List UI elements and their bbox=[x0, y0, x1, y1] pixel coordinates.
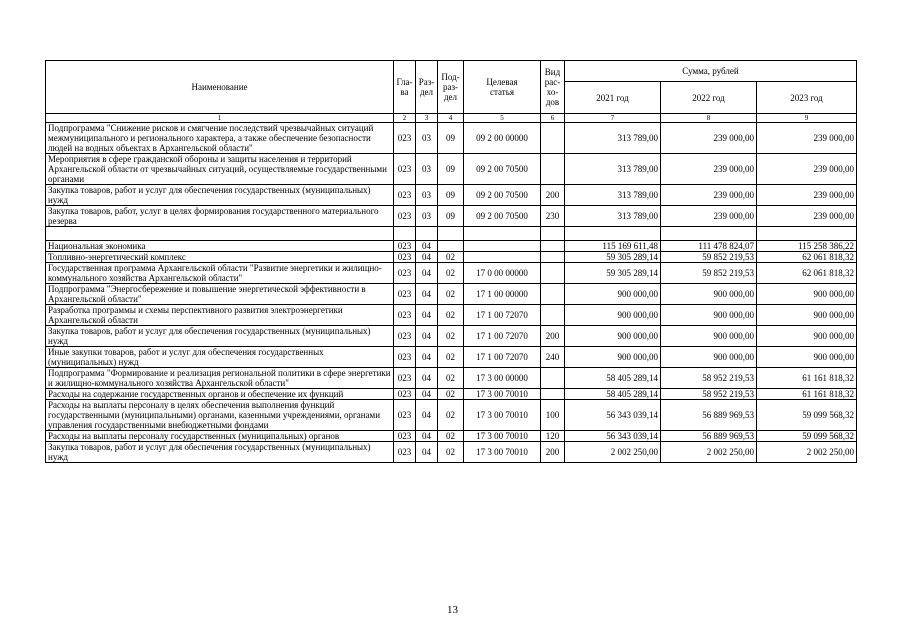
row-chapter: 023 bbox=[394, 400, 416, 431]
row-amount-2023: 239 000,00 bbox=[757, 206, 857, 227]
table-row bbox=[46, 389, 857, 400]
row-name: Расходы на выплаты персоналу в целях обеспечения выполнения функций государственными (муниципальными) органами, казенными учреждениями, органами управления государственными внебюджетными фондами bbox=[46, 400, 394, 431]
row-target: 17 0 00 00000 bbox=[464, 263, 541, 284]
row-subsection: 02 bbox=[438, 347, 464, 368]
row-expense-type: 230 bbox=[541, 206, 565, 227]
row-amount-2023 bbox=[757, 227, 857, 241]
row-section bbox=[416, 227, 438, 241]
row-amount-2023: 239 000,00 bbox=[757, 123, 857, 154]
row-subsection: 02 bbox=[438, 400, 464, 431]
row-amount-2023: 61 161 818,32 bbox=[757, 368, 857, 389]
row-amount-2023: 59 099 568,32 bbox=[757, 400, 857, 431]
row-chapter bbox=[394, 227, 416, 241]
table-row bbox=[46, 206, 857, 227]
row-section: 04 bbox=[416, 431, 438, 442]
row-name: Расходы на содержание государственных органов и обеспечение их функций bbox=[46, 389, 394, 400]
row-target: 09 2 00 70500 bbox=[464, 154, 541, 185]
header-name: Наименование bbox=[46, 61, 394, 114]
row-name: Разработка программы и схемы перспективного развития электроэнергетики Архангельской области bbox=[46, 305, 394, 326]
row-name bbox=[46, 227, 394, 241]
row-amount-2023: 61 161 818,32 bbox=[757, 389, 857, 400]
column-number: 1 bbox=[46, 114, 394, 123]
row-subsection: 02 bbox=[438, 368, 464, 389]
row-section: 03 bbox=[416, 154, 438, 185]
column-number: 4 bbox=[438, 114, 464, 123]
row-target: 17 3 00 70010 bbox=[464, 400, 541, 431]
column-number: 8 bbox=[661, 114, 757, 123]
row-name: Закупка товаров, работ и услуг для обеспечения государственных (муниципальных) нужд bbox=[46, 326, 394, 347]
row-expense-type bbox=[541, 389, 565, 400]
row-subsection bbox=[438, 227, 464, 241]
table-row bbox=[46, 252, 857, 263]
row-expense-type bbox=[541, 123, 565, 154]
row-amount-2022: 239 000,00 bbox=[661, 123, 757, 154]
row-subsection: 02 bbox=[438, 284, 464, 305]
row-subsection: 09 bbox=[438, 123, 464, 154]
row-section: 04 bbox=[416, 400, 438, 431]
row-chapter: 023 bbox=[394, 442, 416, 463]
table-row bbox=[46, 400, 857, 431]
row-amount-2022: 58 952 219,53 bbox=[661, 389, 757, 400]
row-amount-2023: 900 000,00 bbox=[757, 347, 857, 368]
row-amount-2023: 900 000,00 bbox=[757, 284, 857, 305]
row-expense-type bbox=[541, 284, 565, 305]
header-expense-type: Вид рас- хо- дов bbox=[541, 61, 565, 114]
row-amount-2023: 900 000,00 bbox=[757, 305, 857, 326]
row-name: Топливно-энергетический комплекс bbox=[46, 252, 394, 263]
row-amount-2021: 900 000,00 bbox=[565, 284, 661, 305]
row-section: 04 bbox=[416, 305, 438, 326]
row-section: 03 bbox=[416, 185, 438, 206]
row-expense-type: 200 bbox=[541, 185, 565, 206]
row-expense-type: 200 bbox=[541, 442, 565, 463]
table-row bbox=[46, 284, 857, 305]
row-chapter: 023 bbox=[394, 326, 416, 347]
row-target: 09 2 00 00000 bbox=[464, 123, 541, 154]
row-expense-type: 200 bbox=[541, 326, 565, 347]
row-name: Мероприятия в сфере гражданской обороны и защиты населения и территорий Архангельской области от чрезвычайных ситуаций, осуществляемые государственными органами bbox=[46, 154, 394, 185]
row-expense-type bbox=[541, 252, 565, 263]
row-name: Закупка товаров, работ, услуг в целях формирования государственного материального резерва bbox=[46, 206, 394, 227]
column-number: 2 bbox=[394, 114, 416, 123]
row-chapter: 023 bbox=[394, 284, 416, 305]
row-amount-2022: 58 952 219,53 bbox=[661, 368, 757, 389]
row-section: 04 bbox=[416, 368, 438, 389]
row-name: Государственная программа Архангельской области "Развитие энергетики и жилищно-коммунального хозяйства Архангельской области" bbox=[46, 263, 394, 284]
row-expense-type bbox=[541, 263, 565, 284]
row-expense-type: 100 bbox=[541, 400, 565, 431]
row-expense-type bbox=[541, 241, 565, 252]
row-section: 04 bbox=[416, 241, 438, 252]
header-target: Целевая статья bbox=[464, 61, 541, 114]
row-amount-2023: 239 000,00 bbox=[757, 185, 857, 206]
row-name: Национальная экономика bbox=[46, 241, 394, 252]
row-amount-2021: 900 000,00 bbox=[565, 326, 661, 347]
row-name: Подпрограмма "Энергосбережение и повышение энергетической эффективности в Архангельской области" bbox=[46, 284, 394, 305]
row-chapter: 023 bbox=[394, 185, 416, 206]
table-row bbox=[46, 368, 857, 389]
row-amount-2021: 313 789,00 bbox=[565, 206, 661, 227]
row-amount-2022: 900 000,00 bbox=[661, 284, 757, 305]
header-year-2022: 2022 год bbox=[661, 82, 757, 114]
row-section: 04 bbox=[416, 389, 438, 400]
row-subsection: 02 bbox=[438, 389, 464, 400]
row-subsection: 02 bbox=[438, 305, 464, 326]
row-subsection: 02 bbox=[438, 442, 464, 463]
row-amount-2022: 239 000,00 bbox=[661, 206, 757, 227]
row-amount-2023: 62 061 818,32 bbox=[757, 263, 857, 284]
row-amount-2022: 239 000,00 bbox=[661, 154, 757, 185]
table-row bbox=[46, 185, 857, 206]
column-number: 3 bbox=[416, 114, 438, 123]
row-amount-2022: 239 000,00 bbox=[661, 185, 757, 206]
row-name: Расходы на выплаты персоналу государственных (муниципальных) органов bbox=[46, 431, 394, 442]
row-expense-type bbox=[541, 154, 565, 185]
row-amount-2023: 115 258 386,22 bbox=[757, 241, 857, 252]
row-amount-2021: 313 789,00 bbox=[565, 154, 661, 185]
row-amount-2022: 900 000,00 bbox=[661, 326, 757, 347]
row-section: 04 bbox=[416, 252, 438, 263]
row-name: Закупка товаров, работ и услуг для обеспечения государственных (муниципальных) нужд bbox=[46, 442, 394, 463]
row-amount-2023: 62 061 818,32 bbox=[757, 252, 857, 263]
row-name: Закупка товаров, работ и услуг для обеспечения государственных (муниципальных) нужд bbox=[46, 185, 394, 206]
row-amount-2022: 59 852 219,53 bbox=[661, 252, 757, 263]
row-amount-2021: 59 305 289,14 bbox=[565, 252, 661, 263]
column-number-row bbox=[46, 114, 857, 123]
row-amount-2021: 58 405 289,14 bbox=[565, 368, 661, 389]
row-chapter: 023 bbox=[394, 389, 416, 400]
row-section: 04 bbox=[416, 284, 438, 305]
row-amount-2022: 900 000,00 bbox=[661, 305, 757, 326]
table-row bbox=[46, 442, 857, 463]
column-number: 6 bbox=[541, 114, 565, 123]
row-amount-2022: 900 000,00 bbox=[661, 347, 757, 368]
table-row bbox=[46, 431, 857, 442]
header-chapter: Гла- ва bbox=[394, 61, 416, 114]
row-chapter: 023 bbox=[394, 241, 416, 252]
row-amount-2022: 59 852 219,53 bbox=[661, 263, 757, 284]
row-chapter: 023 bbox=[394, 431, 416, 442]
column-number: 9 bbox=[757, 114, 857, 123]
table-header bbox=[46, 61, 857, 123]
row-expense-type bbox=[541, 305, 565, 326]
row-amount-2021: 56 343 039,14 bbox=[565, 431, 661, 442]
row-subsection: 02 bbox=[438, 431, 464, 442]
page-number: 13 bbox=[447, 604, 458, 616]
row-target: 09 2 00 70500 bbox=[464, 185, 541, 206]
header-year-2021: 2021 год bbox=[565, 82, 661, 114]
row-section: 03 bbox=[416, 206, 438, 227]
column-number: 5 bbox=[464, 114, 541, 123]
row-expense-type: 120 bbox=[541, 431, 565, 442]
table-row bbox=[46, 305, 857, 326]
row-amount-2022: 56 889 969,53 bbox=[661, 431, 757, 442]
table-row bbox=[46, 241, 857, 252]
row-expense-type bbox=[541, 227, 565, 241]
row-name: Подпрограмма "Формирование и реализация региональной политики в сфере энергетики и жилищно-коммунального хозяйства Архангельской области" bbox=[46, 368, 394, 389]
row-section: 04 bbox=[416, 442, 438, 463]
table-row bbox=[46, 123, 857, 154]
row-chapter: 023 bbox=[394, 305, 416, 326]
header-subsection: Под- раз- дел bbox=[438, 61, 464, 114]
row-target bbox=[464, 227, 541, 241]
row-amount-2021: 313 789,00 bbox=[565, 185, 661, 206]
row-target bbox=[464, 252, 541, 263]
row-chapter: 023 bbox=[394, 368, 416, 389]
row-amount-2023: 900 000,00 bbox=[757, 326, 857, 347]
row-target: 17 3 00 70010 bbox=[464, 389, 541, 400]
row-target: 17 3 00 70010 bbox=[464, 431, 541, 442]
row-amount-2022 bbox=[661, 227, 757, 241]
row-section: 04 bbox=[416, 263, 438, 284]
table-row bbox=[46, 154, 857, 185]
row-amount-2021: 900 000,00 bbox=[565, 305, 661, 326]
table-row bbox=[46, 263, 857, 284]
row-subsection: 09 bbox=[438, 206, 464, 227]
row-amount-2021: 115 169 611,48 bbox=[565, 241, 661, 252]
row-amount-2021: 56 343 039,14 bbox=[565, 400, 661, 431]
budget-table bbox=[45, 60, 857, 463]
row-target: 17 3 00 00000 bbox=[464, 368, 541, 389]
row-chapter: 023 bbox=[394, 252, 416, 263]
row-amount-2021: 2 002 250,00 bbox=[565, 442, 661, 463]
header-year-2023: 2023 год bbox=[757, 82, 857, 114]
table-body bbox=[46, 123, 857, 463]
row-name: Подпрограмма "Снижение рисков и смягчение последствий чрезвычайных ситуаций межмуниципального и регионального характера, а также обеспечение безопасности людей на водных объектах в Архангельской области" bbox=[46, 123, 394, 154]
row-subsection: 02 bbox=[438, 326, 464, 347]
row-section: 04 bbox=[416, 347, 438, 368]
column-number: 7 bbox=[565, 114, 661, 123]
row-amount-2021: 900 000,00 bbox=[565, 347, 661, 368]
table-row bbox=[46, 326, 857, 347]
row-amount-2023: 239 000,00 bbox=[757, 154, 857, 185]
row-target: 17 1 00 72070 bbox=[464, 347, 541, 368]
row-chapter: 023 bbox=[394, 347, 416, 368]
row-chapter: 023 bbox=[394, 154, 416, 185]
row-section: 04 bbox=[416, 326, 438, 347]
row-amount-2021 bbox=[565, 227, 661, 241]
row-target: 17 3 00 70010 bbox=[464, 442, 541, 463]
row-target: 09 2 00 70500 bbox=[464, 206, 541, 227]
row-section: 03 bbox=[416, 123, 438, 154]
row-amount-2023: 59 099 568,32 bbox=[757, 431, 857, 442]
row-chapter: 023 bbox=[394, 123, 416, 154]
row-subsection: 02 bbox=[438, 252, 464, 263]
row-target: 17 1 00 72070 bbox=[464, 305, 541, 326]
header-section: Раз- дел bbox=[416, 61, 438, 114]
row-amount-2022: 2 002 250,00 bbox=[661, 442, 757, 463]
row-target bbox=[464, 241, 541, 252]
row-amount-2022: 111 478 824,07 bbox=[661, 241, 757, 252]
row-name: Иные закупки товаров, работ и услуг для обеспечения государственных (муниципальных) нужд bbox=[46, 347, 394, 368]
row-chapter: 023 bbox=[394, 263, 416, 284]
row-amount-2022: 56 889 969,53 bbox=[661, 400, 757, 431]
row-subsection: 02 bbox=[438, 263, 464, 284]
row-expense-type bbox=[541, 368, 565, 389]
header-sum: Сумма, рублей bbox=[565, 61, 857, 82]
row-subsection: 09 bbox=[438, 154, 464, 185]
table-row bbox=[46, 347, 857, 368]
row-amount-2023: 2 002 250,00 bbox=[757, 442, 857, 463]
row-subsection bbox=[438, 241, 464, 252]
row-chapter: 023 bbox=[394, 206, 416, 227]
row-subsection: 09 bbox=[438, 185, 464, 206]
row-amount-2021: 313 789,00 bbox=[565, 123, 661, 154]
row-expense-type: 240 bbox=[541, 347, 565, 368]
row-target: 17 1 00 72070 bbox=[464, 326, 541, 347]
row-amount-2021: 59 305 289,14 bbox=[565, 263, 661, 284]
table-row bbox=[46, 227, 857, 241]
row-amount-2021: 58 405 289,14 bbox=[565, 389, 661, 400]
row-target: 17 1 00 00000 bbox=[464, 284, 541, 305]
